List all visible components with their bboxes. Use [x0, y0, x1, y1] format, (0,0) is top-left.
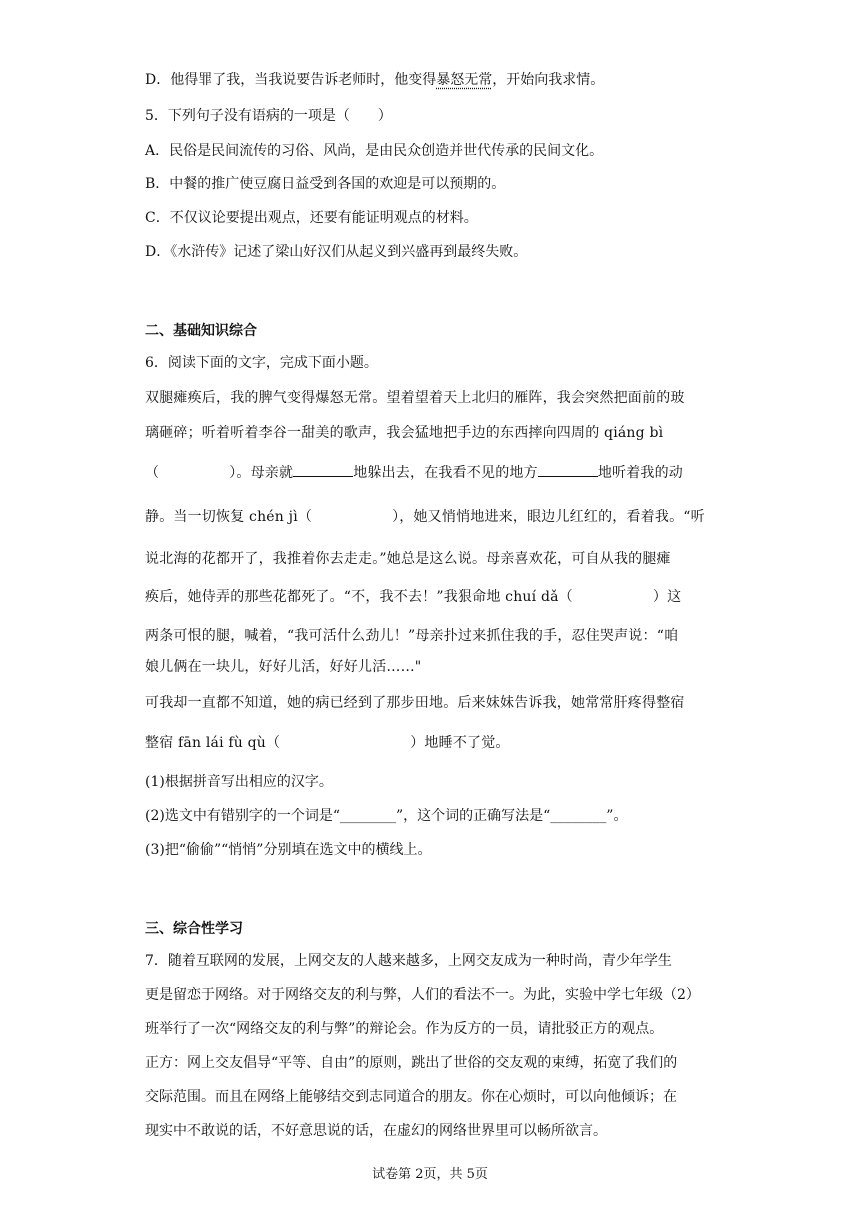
passage-line: 双腿瘫痪后，我的脾气变得爆怒无常。望着望着天上北归的雁阵，我会突然把面前的玻	[145, 390, 685, 406]
q5-option-a: A．民俗是民间流传的习俗、风尚，是由民众创造并世代传承的民间文化。	[145, 143, 604, 159]
sub-question: (3)把“偷偷”“悄悄”分别填在选文中的横线上。	[145, 842, 432, 858]
q7-line: 班举行了一次“网络交友的利与弊”的辩论会。作为反方的一员，请批驳正方的观点。	[145, 1021, 664, 1037]
q6-stem: 6．阅读下面的文字，完成下面小题。	[145, 355, 378, 371]
q4-option-d	[145, 70, 604, 90]
passage-text: ）地睡不了觉。	[410, 735, 510, 751]
fill-blank[interactable]	[538, 462, 598, 477]
option-text: ，开始向我求情。	[492, 72, 605, 88]
q7-line: 交际范围。而且在网络上能够结交到志同道合的朋友。你在心烦时，可以向他倾诉；在	[145, 1089, 677, 1105]
page-footer: 试卷第 2页，共 5页	[372, 1167, 488, 1182]
passage-line: 说北海的花都开了，我推着你去走走。”她总是这么说。母亲喜欢花，可自从我的腿瘫	[145, 551, 671, 567]
q7-line: 更是留恋于网络。对于网络交友的利与弊，人们的看法不一。为此，实验中学七年级（2）	[145, 987, 700, 1003]
q7-line: 7．随着互联网的发展，上网交友的人越来越多，上网交友成为一种时尚，青少年学生	[145, 953, 672, 969]
sub-question: (2)选文中有错别字的一个词是“________”，这个词的正确写法是“________”。	[145, 808, 628, 824]
section-heading: 三、综合性学习	[145, 920, 243, 936]
paren-open: （	[145, 465, 160, 481]
passage-text: 痪后，她侍弄的那些花都死了。“不，我不去！”我狠命地 chuí dǎ（	[145, 589, 573, 605]
sub-question: (1)根据拼音写出相应的汉字。	[145, 774, 333, 790]
dotted-word: 暴怒无常	[436, 72, 493, 88]
passage-text: 地听着我的动	[597, 465, 684, 481]
passage-text: ）这	[652, 589, 682, 605]
fill-blank[interactable]	[293, 462, 353, 477]
q7-line: 正方：网上交友倡导“平等、自由”的原则，跳出了世俗的交友观的束缚，拓宽了我们的	[145, 1055, 678, 1071]
passage-line: 可我却一直都不知道，她的病已经到了那步田地。后来妹妹告诉我，她常常肝疼得整宿	[145, 695, 685, 711]
passage-line: 娘儿俩在一块儿，好好儿活，好好儿活……"	[145, 659, 422, 675]
passage-text: 静。当一切恢复 chén jì（	[145, 509, 313, 525]
q5-option-b: B．中餐的推广使豆腐日益受到各国的欢迎是可以预期的。	[145, 176, 506, 192]
q5-option-d: D．《水浒传》记述了梁山好汉们从起义到兴盛再到最终失败。	[145, 244, 528, 260]
q7-line: 现实中不敢说的话，不好意思说的话，在虚幻的网络世界里可以畅所欲言。	[145, 1123, 607, 1139]
passage-line: 两条可恨的腿，喊着，“我可活什么劲儿！”母亲扑过来抓住我的手，忍住哭声说：“咱	[145, 628, 679, 644]
passage-text: 地躲出去，在我看不见的地方	[353, 465, 538, 481]
passage-line	[145, 733, 510, 753]
passage-text: ），她又悄悄地进来，眼边儿红红的，看着我。“听	[392, 509, 705, 525]
passage-line	[145, 462, 683, 483]
passage-line: 璃砸碎；听着听着李谷一甜美的歌声，我会猛地把手边的东西摔向四周的 qiáng bì	[145, 425, 664, 441]
passage-text: ）。母亲就	[229, 465, 294, 481]
q5-stem: 5．下列句子没有语病的一项是（ ）	[145, 108, 392, 124]
option-text: D．他得罪了我，当我说要告诉老师时，他变得	[145, 72, 437, 88]
section-heading: 二、基础知识综合	[145, 322, 257, 338]
q5-option-c: C．不仅议论要提出观点，还要有能证明观点的材料。	[145, 210, 478, 226]
passage-line	[145, 587, 681, 607]
passage-line	[145, 507, 705, 527]
passage-text: 整宿 fān lái fù qù（	[145, 735, 281, 751]
